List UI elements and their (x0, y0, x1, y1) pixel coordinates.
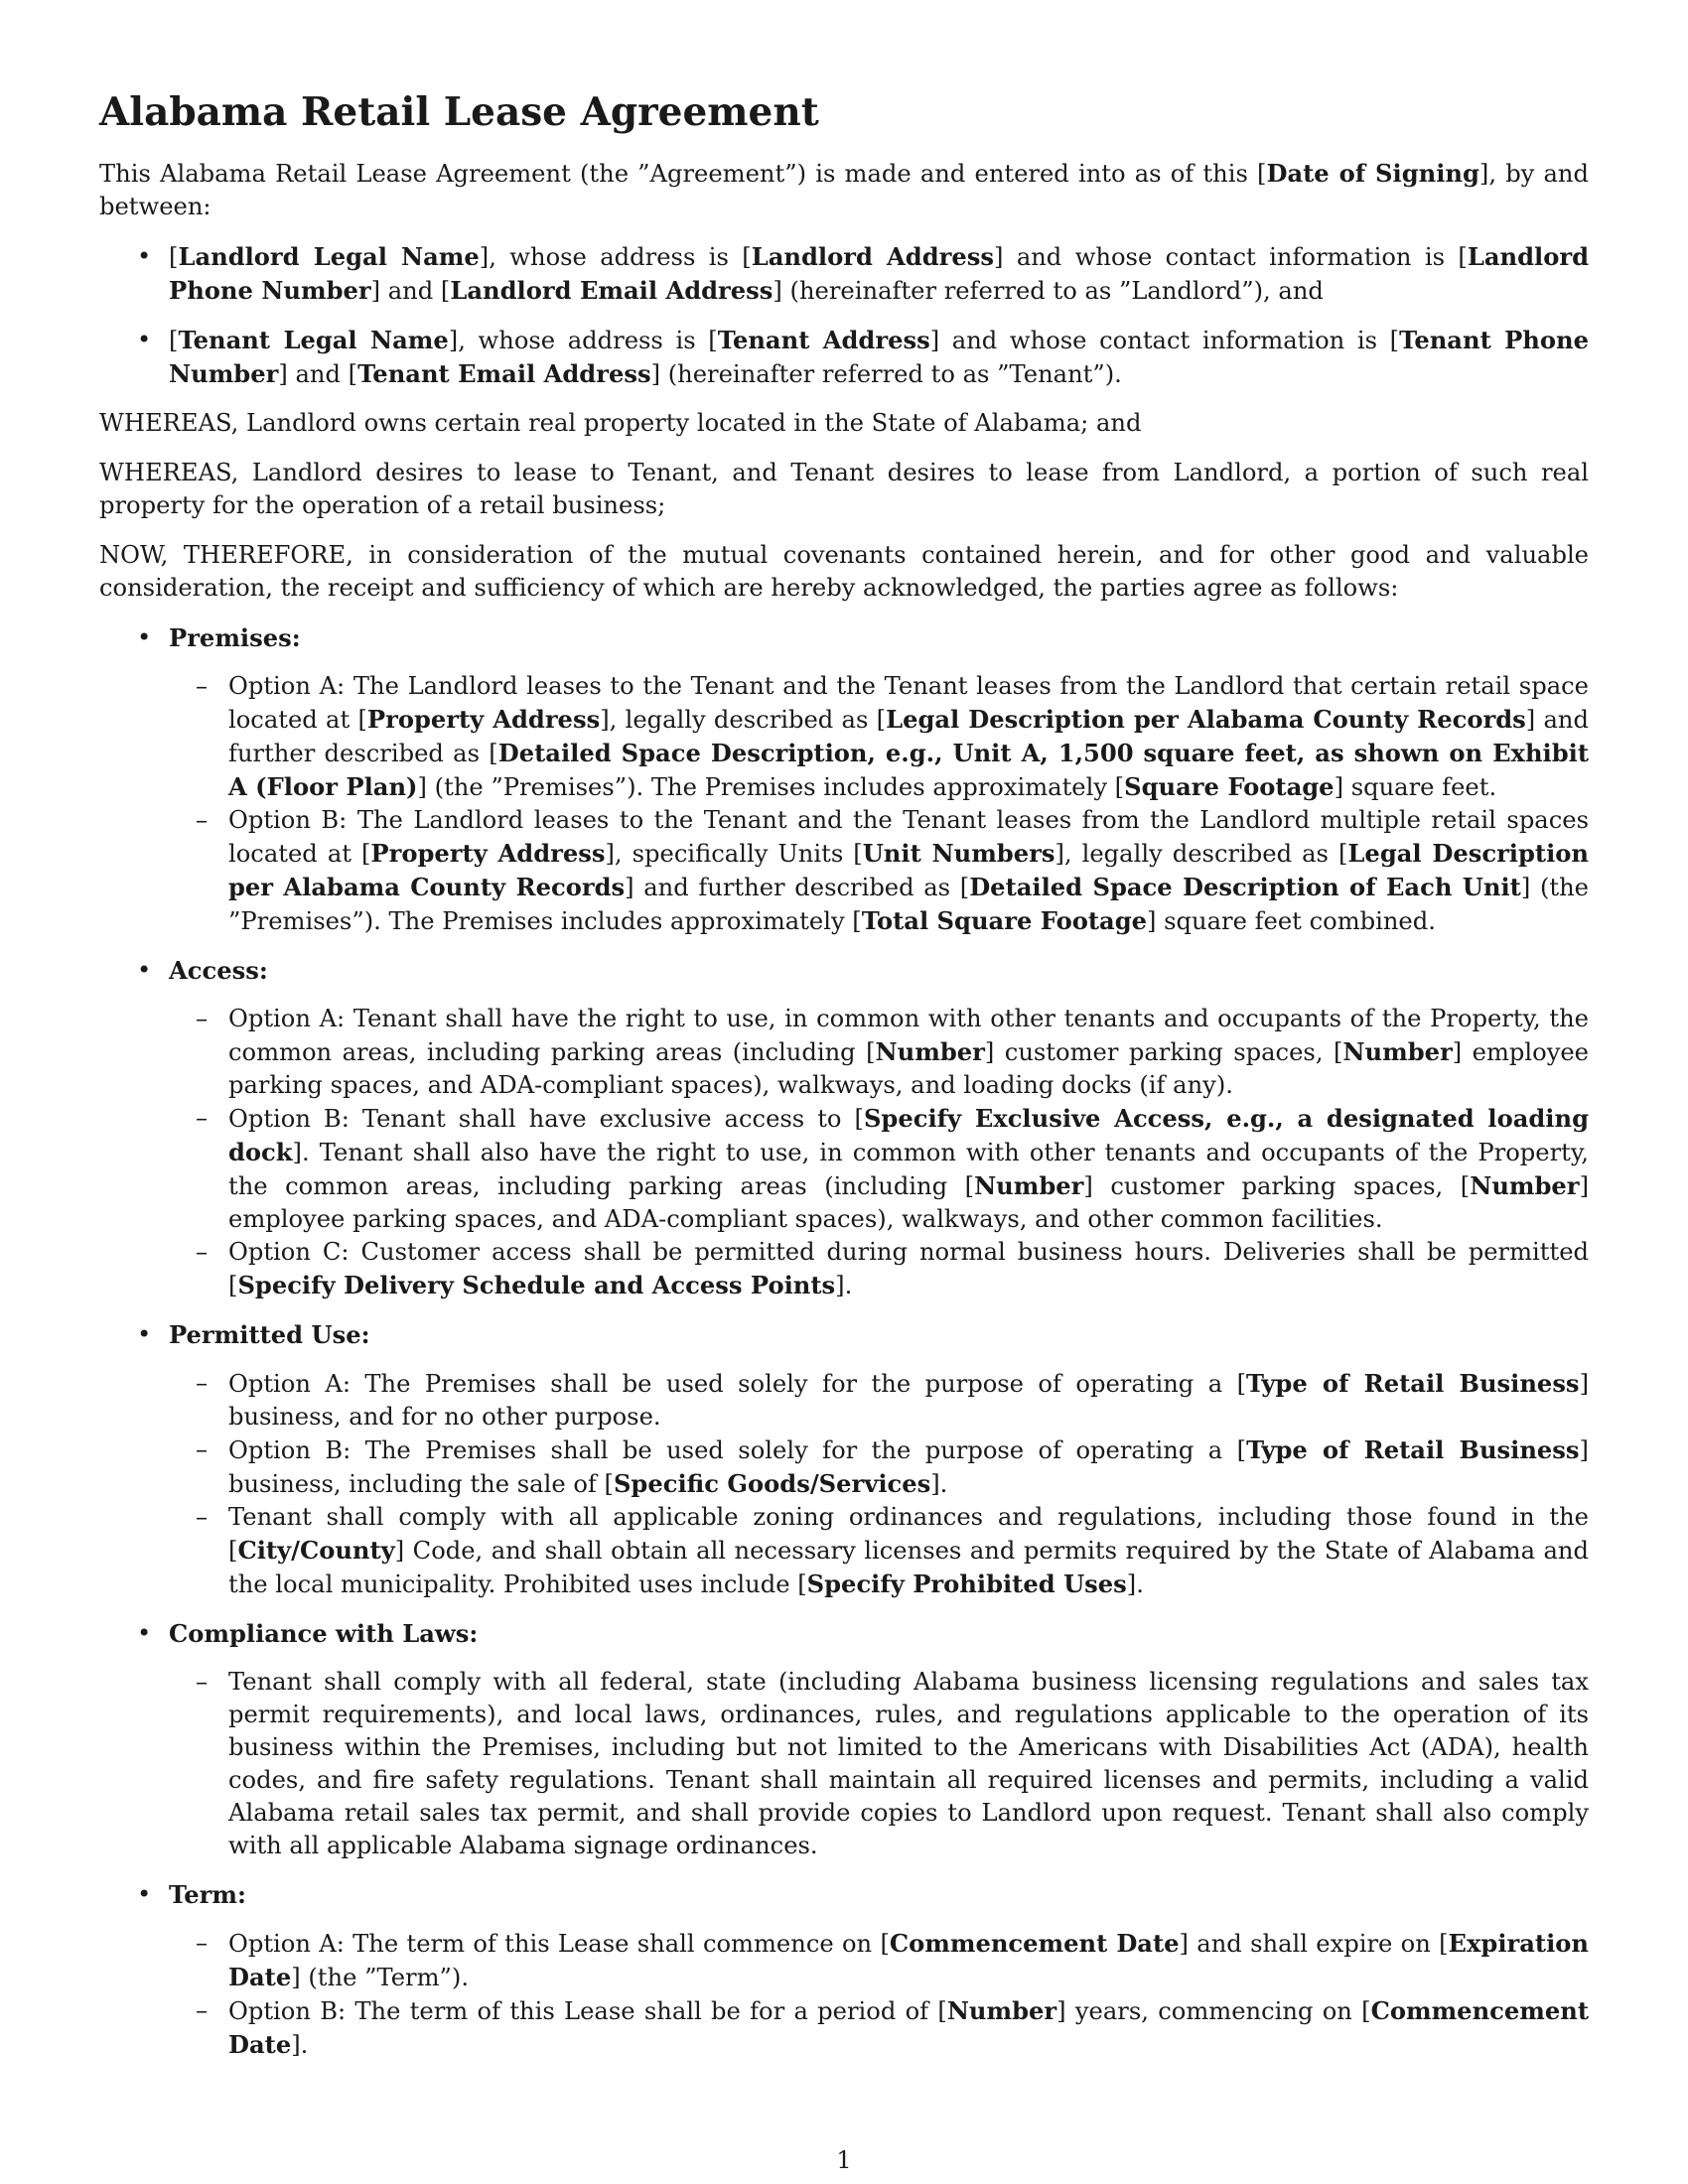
section-compliance (99, 1617, 1589, 1862)
section-heading: • Term: (169, 1880, 246, 1909)
term-option-a: – Option A: The term of this Lease shall commence on [Commencement Date] and shall expire on [Expiration Date] (the ”Term”). (169, 1927, 1589, 1994)
permitted-use-option-a: – Option A: The Premises shall be used solely for the purpose of operating a [Type of Retail Business] business, and for no other purpose. (169, 1367, 1589, 1433)
section-access (99, 954, 1589, 1302)
whereas-paragraph-1: WHEREAS, Landlord owns certain real property located in the State of Alabama; and (99, 409, 1142, 437)
intro-paragraph: This Alabama Retail Lease Agreement (the ”Agreement”) is made and entered into as of this [Date of Signing], by and between: (99, 159, 1589, 220)
now-therefore-paragraph: NOW, THEREFORE, in consideration of the mutual covenants contained herein, and for other good and valuable consideration, the receipt and sufficiency of which are hereby acknowledged, the parties agree as follows: (99, 541, 1589, 602)
party-landlord: • [Landlord Legal Name], whose address is [Landlord Address] and whose contact information is [Landlord Phone Number] and [Landlord Email Address] (hereinafter referred to as ”Landlord”), and (99, 240, 1589, 308)
section-term (99, 1878, 1589, 2062)
premises-option-b: – Option B: The Landlord leases to the Tenant and the Tenant leases from the Landlord multiple retail spaces located at [Property Address], specifically Units [Unit Numbers], legally described as [Legal Description per Alabama County Records] and further described as [Detailed Space Description of Each Unit] (the ”Premises”). The Premises includes approximately [Total Square Footage] square feet combined. (169, 804, 1589, 938)
section-heading: • Access: (169, 956, 268, 985)
compliance-text: – Tenant shall comply with all federal, state (including Alabama business licensing regulations and sales tax permit requirements), and local laws, ordinances, rules, and regulations applicable to the operation of its business within the Premises, including but not limited to the Americans with Disabilities Act (ADA), health codes, and fire safety regulations. Tenant shall maintain all required licenses and permits, including a valid Alabama retail sales tax permit, and shall provide copies to Landlord upon request. Tenant shall also comply with all applicable Alabama signage ordinances. (169, 1666, 1589, 1862)
section-heading: • Compliance with Laws: (169, 1619, 479, 1648)
premises-option-a: – Option A: The Landlord leases to the Tenant and the Tenant leases from the Landlord that certain retail space located at [Property Address], legally described as [Legal Description per Alabama County Records] and further described as [Detailed Space Description, e.g., Unit A, 1,500 square feet, as shown on Exhibit A (Floor Plan)] (the ”Premises”). The Premises includes approximately [Square Footage] square feet. (169, 670, 1589, 804)
permitted-use-option-b: – Option B: The Premises shall be used solely for the purpose of operating a [Type of Retail Business] business, including the sale of [Specific Goods/Services]. (169, 1433, 1589, 1501)
section-permitted-use (99, 1318, 1589, 1601)
section-heading: • Permitted Use: (169, 1320, 370, 1349)
parties-list (99, 240, 1589, 391)
party-tenant: • [Tenant Legal Name], whose address is [Tenant Address] and whose contact information is [Tenant Phone Number] and [Tenant Email Address] (hereinafter referred to as ”Tenant”). (99, 324, 1589, 391)
term-option-b: – Option B: The term of this Lease shall be for a period of [Number] years, commencing on [Commencement Date]. (169, 1994, 1589, 2062)
sections-list (99, 621, 1589, 2062)
permitted-use-zoning: – Tenant shall comply with all applicable zoning ordinances and regulations, including those found in the [City/County] Code, and shall obtain all necessary licenses and permits required by the State of Alabama and the local municipality. Prohibited uses include [Specify Prohibited Uses]. (169, 1501, 1589, 1601)
access-option-b: – Option B: Tenant shall have exclusive access to [Specify Exclusive Access, e.g., a designated loading dock]. Tenant shall also have the right to use, in common with other tenants and occupants of the Property, the common areas, including parking areas (including [Number] customer parking spaces, [Number] employee parking spaces, and ADA-compliant spaces), walkways, and other common facilities. (169, 1102, 1589, 1236)
access-option-a: – Option A: Tenant shall have the right to use, in common with other tenants and occupants of the Property, the common areas, including parking areas (including [Number] customer parking spaces, [Number] employee parking spaces, and ADA-compliant spaces), walkways, and loading docks (if any). (169, 1003, 1589, 1102)
document-page (99, 81, 1589, 2078)
section-heading: • Premises: (169, 623, 301, 652)
page-number: 1 (836, 2146, 852, 2174)
document-title: Alabama Retail Lease Agreement (99, 89, 819, 135)
access-option-c: – Option C: Customer access shall be permitted during normal business hours. Deliveries shall be permitted [Specify Delivery Schedule and Access Points]. (169, 1236, 1589, 1302)
section-premises (99, 621, 1589, 938)
whereas-paragraph-2: WHEREAS, Landlord desires to lease to Tenant, and Tenant desires to lease from Landlord, a portion of such real property for the operation of a retail business; (99, 459, 1589, 519)
